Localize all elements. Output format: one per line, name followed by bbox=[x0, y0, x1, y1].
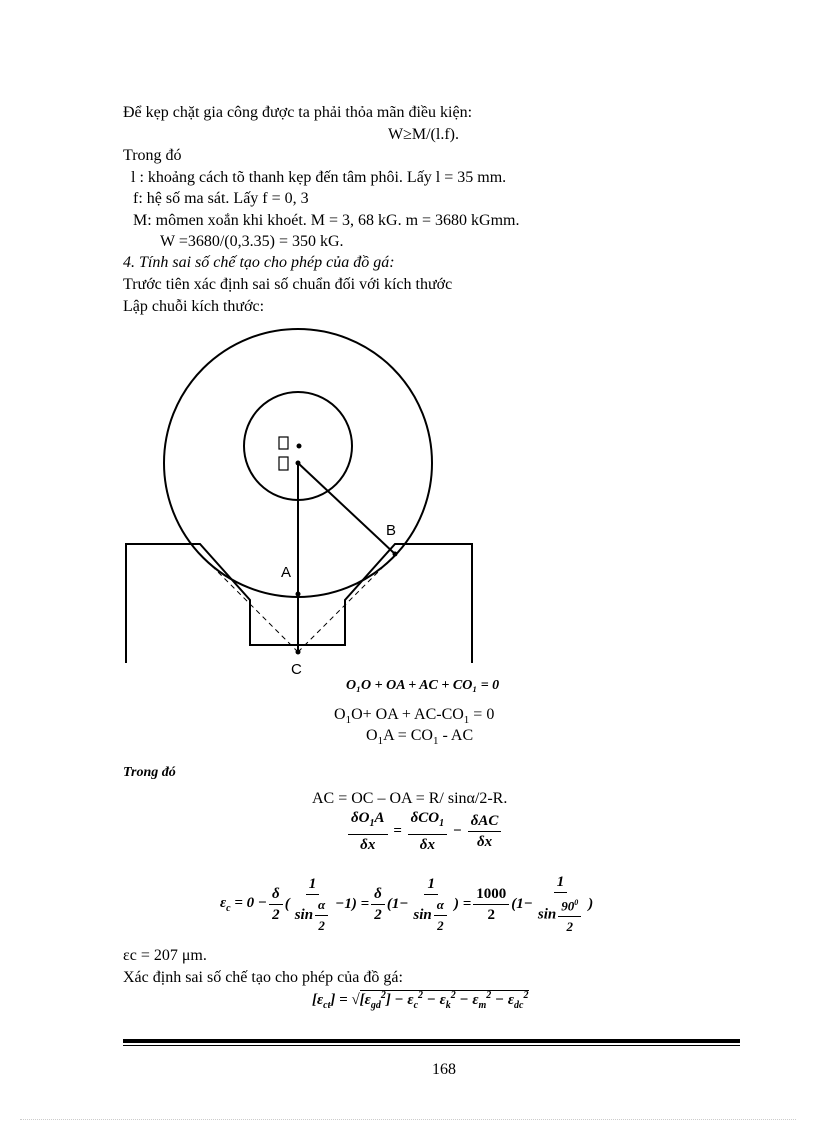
dashed-line-right bbox=[298, 566, 384, 652]
allowable-error-equation: $[\varepsilon_{ct}] = √[\varepsilon_{gd}^2] - \varepsilon_c^2 - \varepsilon_k^2 - \varepsilon_m^2 - \varepsilon_{dc}^2$ bbox=[312, 990, 529, 1011]
epsilon-c-value: εc = 207 μm. bbox=[123, 947, 207, 964]
page-number: 168 bbox=[432, 1061, 456, 1078]
page-edge-dotted bbox=[20, 1119, 796, 1120]
calc-w: W =3680/(0,3.35) = 350 kG. bbox=[160, 233, 344, 250]
equation-3: $O_1A = CO_1$ - AC bbox=[366, 727, 474, 748]
equation-ac: AC = OC – OA = R/ sinα/2-R. bbox=[312, 790, 508, 807]
section-heading: 4. Tính sai số chế tạo cho phép của đồ gá: bbox=[123, 254, 395, 271]
def-m: M: mômen xoắn khi khoét. M = 3, 68 kG. m = 3680 kGmm. bbox=[133, 212, 520, 229]
fixture-outline bbox=[126, 544, 472, 663]
outer-circle bbox=[164, 329, 432, 597]
vector-equation: O₁O + OA + AC + CO₁ = 0 bbox=[346, 678, 500, 693]
inner-circle bbox=[244, 392, 352, 500]
point-o bbox=[296, 461, 301, 466]
formula-w: W≥M/(l.f). bbox=[388, 126, 459, 143]
body-line-9: Trước tiên xác định sai số chuẩn đối với kích thước bbox=[123, 276, 453, 293]
footer-rule-thick bbox=[123, 1039, 740, 1043]
body-line-10: Lập chuỗi kích thước: bbox=[123, 298, 265, 315]
line-ob bbox=[298, 463, 395, 554]
def-l: l : khoảng cách tõ thanh kẹp đến tâm phôi. Lấy l = 35 mm. bbox=[131, 169, 507, 186]
label-b: B bbox=[386, 522, 397, 539]
trong-do-label-2: Trong đó bbox=[123, 765, 176, 780]
point-o1 bbox=[297, 444, 302, 449]
epsilon-c-equation: $\varepsilon_c = 0$ − $\frac{\delta}{2}$ ( 1 sin $\frac{\alpha}{2}$ −1) = $\frac{\delta}{2}$ (1− 1 sin $\frac{\alpha}{2}$ ) = $\frac{1000}{2}$ (1− 1 sin $\frac{90^0}{2}$ ) bbox=[220, 874, 594, 935]
point-a bbox=[296, 592, 301, 597]
point-b bbox=[393, 552, 398, 557]
equation-2: $O_1O+$ OA + $AC-CO_1 = 0$ bbox=[334, 706, 495, 727]
label-a: A bbox=[281, 564, 292, 581]
footer-rule-thin bbox=[123, 1045, 740, 1046]
body-line-1: Để kẹp chặt gia công được ta phải thỏa mãn điều kiện: bbox=[123, 104, 473, 121]
derivative-equation: $\frac{\delta O_1A}{\delta x}$ = $\frac{\delta CO_1}{\delta x}$ − $\frac{\text{δAC}}{\delta x}$ bbox=[346, 808, 503, 855]
def-f: f: hệ số ma sát. Lấy f = 0, 3 bbox=[133, 190, 309, 207]
point-c bbox=[296, 650, 301, 655]
label-c: C bbox=[291, 661, 302, 678]
xac-dinh-line: Xác định sai số chế tạo cho phép của đồ gá: bbox=[123, 969, 403, 986]
trong-do-label: Trong đó bbox=[123, 147, 182, 164]
